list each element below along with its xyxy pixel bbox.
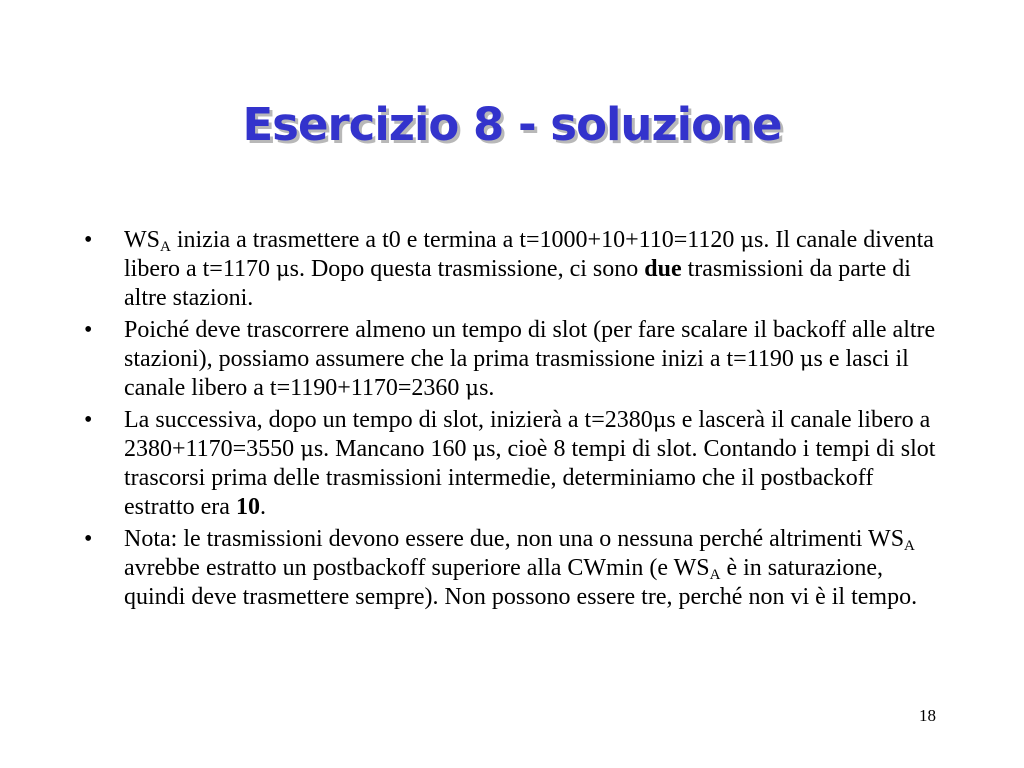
bullet-item-2 <box>84 316 944 403</box>
bullet-marker: • <box>84 526 93 552</box>
text-segment: s. <box>479 375 495 401</box>
text-segment: s e lasci il canale libero a t=1190+1170=2360 <box>124 346 909 401</box>
text-segment: Poiché deve trascorrere almeno un tempo di slot (per fare scalare il backoff alle altre stazioni), possiamo assumere che la prima trasmissione inizi a t=1190 <box>124 317 936 372</box>
bullet-marker: • <box>84 227 93 253</box>
slide-title: Esercizio 8 - soluzione <box>242 98 782 151</box>
bullet-marker: • <box>84 317 93 343</box>
bold-text: 10 <box>235 494 260 520</box>
text-segment: s, cioè 8 tempi di slot. Contando i tempi di slot trascorsi prima delle trasmissioni intermedie, determiniamo che il postbackoff estratto era <box>124 436 936 520</box>
subscript: A <box>709 567 721 583</box>
text-segment: WS <box>124 227 160 253</box>
text-segment: La successiva, dopo un tempo di slot, inizierà a t=2380 <box>124 407 653 433</box>
text-segment: s. Mancano 160 <box>313 436 473 462</box>
bullet-marker: • <box>84 407 93 433</box>
bullet-item-3 <box>84 406 944 522</box>
text-segment: inizia a trasmettere a t0 e termina a t=1000+10+110=1120 <box>170 227 741 253</box>
text-segment: trasmissioni da parte di altre stazioni. <box>124 256 911 311</box>
bullet-item-1 <box>84 226 944 313</box>
subscript: A <box>904 538 915 554</box>
mu-symbol: μ <box>652 408 667 432</box>
bullet-list <box>84 226 944 615</box>
text-segment: avrebbe estratto un postbackoff superiore alla CWmin (e WS <box>124 555 710 581</box>
mu-symbol: μ <box>275 257 290 281</box>
text-segment: s e lascerà il canale libero a 2380+1170=3550 <box>124 407 931 462</box>
mu-symbol: μ <box>472 437 487 461</box>
bold-text: due <box>644 256 682 282</box>
mu-symbol: μ <box>465 376 480 400</box>
mu-symbol: μ <box>740 228 755 252</box>
page-number: 18 <box>919 706 936 725</box>
subscript: A <box>160 239 171 255</box>
text-segment: s. Dopo questa trasmissione, ci sono <box>289 256 645 282</box>
text-segment: è in saturazione, quindi deve trasmettere sempre). Non possono essere tre, perché non vi è il tempo. <box>124 555 918 610</box>
text-segment: . <box>259 494 266 520</box>
bullet-item-4 <box>84 525 944 612</box>
mu-symbol: μ <box>300 437 314 461</box>
text-segment: s. Il canale diventa libero a t=1170 <box>124 227 934 282</box>
text-segment: Nota: le trasmissioni devono essere due, non una o nessuna perché altrimenti WS <box>124 526 905 552</box>
mu-symbol: μ <box>799 347 814 371</box>
